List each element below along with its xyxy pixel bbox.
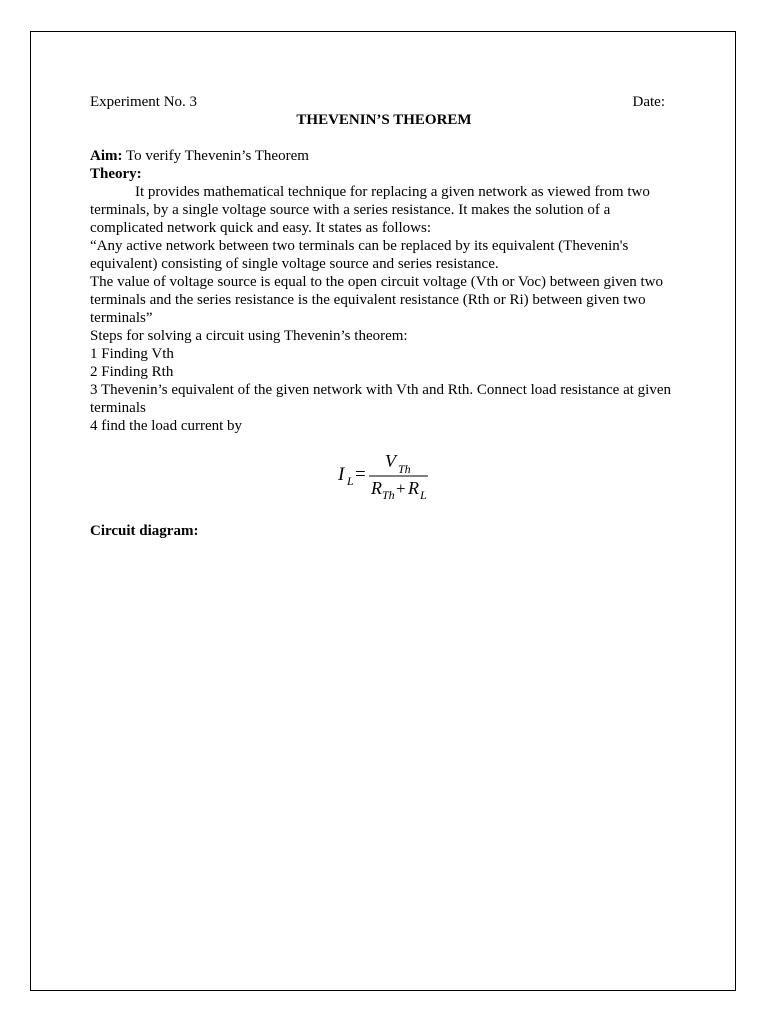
experiment-number: Experiment No. 3 bbox=[90, 94, 198, 110]
theory-paragraph-1: It provides mathematical technique for replacing a given network as viewed from two terminals, by a single voltage source with a series resistance. It makes the solution of a complicated network quick and easy. It states as follows: bbox=[90, 184, 650, 236]
theory-label: Theory: bbox=[90, 166, 142, 182]
formula-numerator: V bbox=[385, 451, 396, 471]
formula-denominator-r1-sub: Th bbox=[382, 488, 395, 502]
step-item: 3 Thevenin’s equivalent of the given network with Vth and Rth. Connect load resistance at given terminals bbox=[90, 382, 671, 416]
step-item: 2 Finding Rth bbox=[90, 364, 174, 380]
document-content bbox=[90, 93, 680, 540]
step-item: 1 Finding Vth bbox=[90, 346, 174, 362]
formula-lhs-sub: L bbox=[347, 474, 354, 488]
steps-intro: Steps for solving a circuit using Thevenin’s theorem: bbox=[90, 328, 408, 344]
load-current-formula bbox=[338, 452, 680, 500]
formula-equals: = bbox=[355, 464, 366, 485]
aim-text: To verify Thevenin’s Theorem bbox=[122, 148, 309, 164]
theory-paragraph-2: The value of voltage source is equal to the open circuit voltage (Vth or Voc) between given two terminals and the series resistance is the equivalent resistance (Rth or Ri) between given two terminals” bbox=[90, 274, 664, 326]
formula-svg bbox=[338, 452, 438, 500]
spacer bbox=[90, 129, 680, 147]
formula-numerator-sub: Th bbox=[398, 462, 411, 476]
step-item: 4 find the load current by bbox=[90, 418, 243, 434]
formula-plus: + bbox=[396, 479, 406, 498]
formula-lhs: I bbox=[338, 464, 345, 485]
date-label: Date: bbox=[632, 94, 665, 110]
formula-denominator-r2: R bbox=[408, 478, 419, 498]
header-row bbox=[90, 93, 665, 111]
formula-denominator-r1: R bbox=[371, 478, 382, 498]
circuit-diagram-label: Circuit diagram: bbox=[90, 523, 199, 539]
formula-denominator-r2-sub: L bbox=[420, 488, 427, 502]
document-title: THEVENIN’S THEOREM bbox=[296, 112, 472, 128]
aim-label: Aim: bbox=[90, 148, 123, 164]
aim-line bbox=[90, 147, 680, 165]
theory-quote: “Any active network between two terminals can be replaced by its equivalent (Thevenin's equivalent) consisting of single voltage source and series resistance. bbox=[90, 238, 629, 272]
